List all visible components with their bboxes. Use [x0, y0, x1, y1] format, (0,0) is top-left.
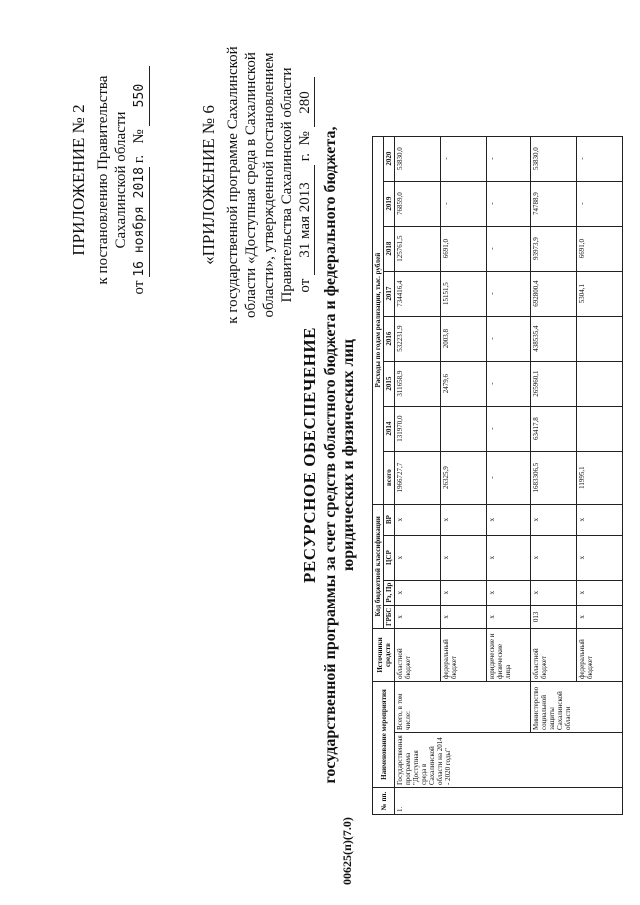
csr-cell: x	[577, 535, 623, 580]
budget-table	[372, 136, 623, 815]
year-value-cell: 53830,0	[531, 136, 577, 181]
year-value-cell: 6691,0	[441, 226, 487, 271]
year-value-cell: 532231,9	[395, 316, 441, 361]
appendix-2-line2: Сахалинской области	[113, 111, 129, 249]
appendix-2-title: ПРИЛОЖЕНИЕ № 2	[69, 104, 88, 256]
appendix-6-line3: области», утвержденной постановлением	[261, 52, 277, 318]
year-value-cell: 692800,4	[531, 271, 577, 316]
from-label: от	[131, 280, 147, 295]
year-value-cell: 311658,9	[395, 361, 441, 406]
from-label: от	[297, 278, 313, 293]
vr-cell: x	[441, 504, 487, 535]
total-cell: 11995,1	[577, 451, 623, 504]
year-suffix: г.	[297, 153, 313, 162]
col-source: Источники средств	[373, 629, 395, 682]
year-value-cell: -	[487, 316, 531, 361]
year-value-cell: 2479,6	[441, 361, 487, 406]
appendix-2-date-line	[130, 15, 150, 345]
table-row	[395, 136, 441, 814]
col-name: Наименование мероприятия	[373, 682, 395, 788]
appendix-6-number: 280	[296, 77, 315, 127]
year-value-cell	[577, 361, 623, 406]
year-value-cell: -	[487, 226, 531, 271]
ministry-name: Министерство социальной защиты Сахалинской области	[531, 682, 623, 733]
year-value-cell: -	[441, 181, 487, 226]
rzpr-cell: x	[487, 580, 531, 605]
year-value-cell	[441, 406, 487, 451]
col-total: всего	[384, 451, 395, 504]
csr-cell: x	[487, 535, 531, 580]
year-value-cell: 5304,1	[577, 271, 623, 316]
csr-cell: x	[395, 535, 441, 580]
col-csr: ЦСР	[384, 535, 395, 580]
year-suffix: г.	[131, 154, 147, 164]
num-sign: №	[131, 129, 147, 144]
source-cell: федеральный бюджет	[441, 629, 487, 682]
rzpr-cell: x	[531, 580, 577, 605]
rzpr-cell: x	[577, 580, 623, 605]
csr-cell: x	[531, 535, 577, 580]
year-value-cell: 74788,9	[531, 181, 577, 226]
year-value-cell: 131970,0	[395, 406, 441, 451]
year-value-cell: -	[487, 271, 531, 316]
vr-cell: x	[395, 504, 441, 535]
appendix-6-title: «ПРИЛОЖЕНИЕ № 6	[199, 105, 218, 265]
vr-cell: x	[531, 504, 577, 535]
program-name: Государственная программа "Доступная среда в Сахалинской области на 2014 - 2020 годы"	[395, 733, 623, 788]
year-value-cell: 125761,5	[395, 226, 441, 271]
appendix-6-block	[200, 5, 315, 365]
year-value-cell: 6691,0	[577, 226, 623, 271]
vr-cell: x	[577, 504, 623, 535]
appendix-2-line1: к постановлению Правительства	[95, 75, 111, 285]
year-value-cell: 76859,0	[395, 181, 441, 226]
col-year: 2014	[384, 406, 395, 451]
num-sign: №	[297, 131, 313, 146]
year-value-cell: 2003,8	[441, 316, 487, 361]
appendix-6-line1: к государственной программе Сахалинской	[225, 46, 241, 324]
appendix-6-date: 31 мая 2013	[296, 165, 315, 275]
year-value-cell: -	[487, 406, 531, 451]
year-value-cell: 93973,9	[531, 226, 577, 271]
source-cell: федеральный бюджет	[577, 629, 623, 682]
col-year: 2016	[384, 316, 395, 361]
appendix-2-date: 16 ноября 2018	[131, 167, 150, 277]
title-line1: РЕСУРСНОЕ ОБЕСПЕЧЕНИЕ	[300, 327, 319, 583]
col-year: 2019	[384, 181, 395, 226]
rzpr-cell: x	[395, 580, 441, 605]
year-value-cell: 53830,0	[395, 136, 441, 181]
rzpr-cell: x	[441, 580, 487, 605]
form-code: 00625(п)(7.0)	[340, 817, 354, 885]
col-year: 2017	[384, 271, 395, 316]
col-num: № пп.	[373, 788, 395, 815]
year-value-cell: -	[487, 181, 531, 226]
grbs-cell: x	[441, 605, 487, 628]
col-spend: Расходы по годам реализации, тыс. рублей	[373, 136, 384, 504]
budget-table-body	[395, 136, 623, 814]
col-year: 2015	[384, 361, 395, 406]
program-subtotal: Всего, в том числе:	[395, 682, 531, 733]
year-value-cell: -	[577, 181, 623, 226]
total-cell: 1966727,7	[395, 451, 441, 504]
source-cell: юридические и физические лица	[487, 629, 531, 682]
col-year: 2018	[384, 226, 395, 271]
source-cell: областной бюджет	[531, 629, 577, 682]
grbs-cell: x	[395, 605, 441, 628]
appendix-6-line4: Правительства Сахалинской области	[279, 67, 295, 303]
grbs-cell: 013	[531, 605, 577, 628]
year-value-cell	[577, 406, 623, 451]
year-value-cell: -	[487, 136, 531, 181]
year-value-cell: 15151,5	[441, 271, 487, 316]
document-title	[300, 65, 358, 845]
col-year: 2020	[384, 136, 395, 181]
year-value-cell	[577, 316, 623, 361]
grbs-cell: x	[487, 605, 531, 628]
title-line3: юридических и физических лиц	[340, 339, 357, 571]
csr-cell: x	[441, 535, 487, 580]
appendix-2-number: 550	[131, 66, 150, 126]
grbs-cell: x	[577, 605, 623, 628]
col-rzpr: Рз, Пр	[384, 580, 395, 605]
year-value-cell: -	[487, 361, 531, 406]
total-cell: -	[487, 451, 531, 504]
total-cell: 1683306,5	[531, 451, 577, 504]
table-row	[531, 136, 577, 814]
year-value-cell: -	[577, 136, 623, 181]
year-value-cell: 63417,8	[531, 406, 577, 451]
total-cell: 26325,9	[441, 451, 487, 504]
appendix-2-block	[70, 15, 150, 345]
row-num: 1.	[395, 788, 623, 815]
vr-cell: x	[487, 504, 531, 535]
col-grbs: ГРБС	[384, 605, 395, 628]
source-cell: областной бюджет	[395, 629, 441, 682]
year-value-cell: 265960,1	[531, 361, 577, 406]
year-value-cell: 734416,4	[395, 271, 441, 316]
col-vr: ВР	[384, 504, 395, 535]
appendix-6-line2: области «Доступная среда в Сахалинской	[243, 52, 259, 318]
col-codes: Код бюджетной классификации	[373, 504, 384, 628]
year-value-cell: 438535,4	[531, 316, 577, 361]
title-line2: государственной программы за счет средств областного бюджета и федерального бюджета,	[322, 126, 339, 784]
year-value-cell: -	[441, 136, 487, 181]
